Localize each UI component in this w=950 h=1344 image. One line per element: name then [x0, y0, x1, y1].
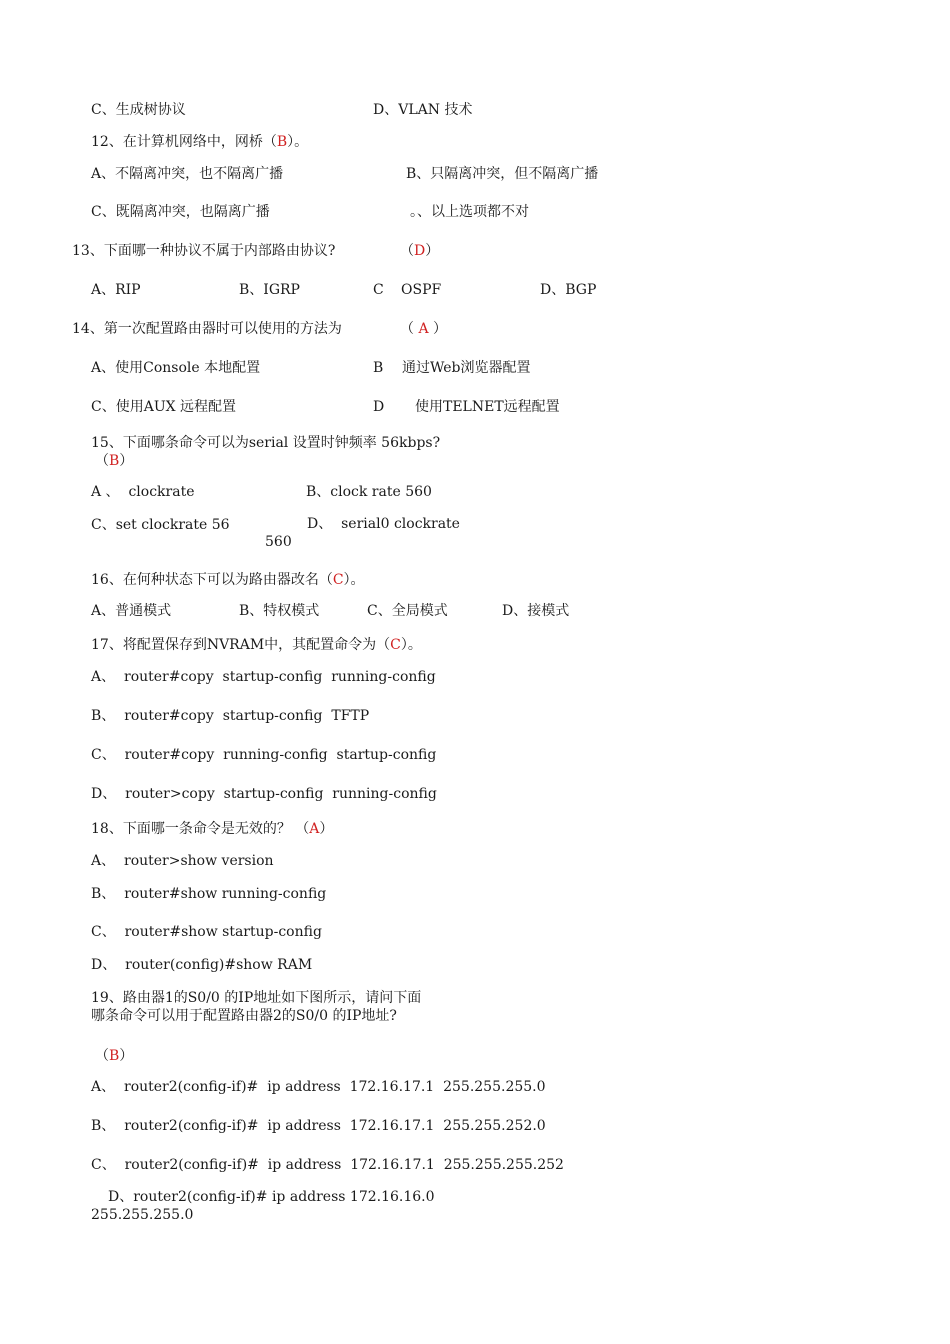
q19-option-c: C、 router2(config-if)# ip address 172.16.17.1 255.255.255.252 — [91, 1157, 564, 1173]
q15-option-c-continued: 560 — [265, 534, 292, 550]
q14-ans-close: ） — [428, 321, 448, 337]
q15-option-c: C、set clockrate 56 — [91, 517, 230, 533]
q18-option-c: C、 router#show startup-config — [91, 924, 322, 940]
q13-option-d: D、BGP — [540, 282, 597, 298]
q16-stem-text: 16、在何种状态下可以为路由器改名（ — [91, 572, 333, 588]
q15-ans-close: ） — [119, 453, 134, 469]
q19-ans-close: ） — [119, 1048, 134, 1064]
q15-ans-open: （ — [95, 453, 109, 469]
q19-answer-group — [95, 1048, 133, 1065]
q14-stem: 14、第一次配置路由器时可以使用的方法为 — [72, 321, 342, 337]
q15-option-d: D、 serial0 clockrate — [307, 516, 460, 532]
q14-option-a: A、使用Console 本地配置 — [91, 360, 261, 376]
q14-option-b-text: 通过Web浏览器配置 — [402, 360, 531, 376]
q17-option-c: C、 router#copy running-config startup-config — [91, 747, 437, 763]
q19-option-d-line2: 255.255.255.0 — [91, 1207, 194, 1223]
q16-answer: C — [332, 572, 344, 588]
q18-stem — [91, 821, 333, 838]
q15-answer: B — [109, 453, 120, 469]
q14-answer-group — [400, 321, 447, 338]
q12-option-c: C、既隔离冲突，也隔离广播 — [91, 204, 270, 220]
q13-ans-open: （ — [400, 243, 414, 259]
q15-answer-group — [95, 453, 133, 470]
q14-option-c: C、使用AUX 远程配置 — [91, 399, 237, 415]
q18-ans-close: ） — [319, 821, 334, 837]
q18-answer: A — [309, 821, 320, 837]
q14-option-d-letter: D — [373, 399, 385, 415]
q18-option-b: B、 router#show running-config — [91, 886, 327, 902]
q11-option-d: D、VLAN 技术 — [373, 102, 473, 118]
q12-option-b: B、只隔离冲突，但不隔离广播 — [406, 166, 599, 182]
q15-option-b: B、clock rate 560 — [306, 484, 432, 500]
q19-option-d-line1: D、router2(config-if)# ip address 172.16.16.0 — [108, 1189, 435, 1205]
q17-stem-text: 17、将配置保存到NVRAM中，其配置命令为（ — [91, 637, 391, 653]
q18-stem-text: 18、下面哪一条命令是无效的？ — [91, 821, 291, 837]
q17-stem — [91, 637, 422, 654]
q19-option-a: A、 router2(config-if)# ip address 172.16.17.1 255.255.255.0 — [91, 1079, 546, 1095]
q13-answer: D — [414, 243, 426, 259]
q12-stem-tail: ）。 — [287, 134, 309, 150]
q16-option-d: D、接模式 — [502, 603, 570, 619]
q13-option-b: B、IGRP — [239, 282, 300, 298]
q14-option-b-letter: B — [373, 360, 384, 376]
q16-option-a: A、普通模式 — [91, 603, 172, 619]
q18-option-a: A、 router>show version — [91, 853, 274, 869]
q12-stem — [91, 134, 308, 151]
q13-answer-group — [400, 243, 439, 260]
q19-option-b: B、 router2(config-if)# ip address 172.16.17.1 255.255.252.0 — [91, 1118, 546, 1134]
q11-option-c: C、生成树协议 — [91, 102, 186, 118]
q16-option-b: B、特权模式 — [239, 603, 320, 619]
q17-option-b: B、 router#copy startup-config TFTP — [91, 708, 370, 724]
q13-ans-close: ） — [425, 243, 440, 259]
q19-stem-line2: 哪条命令可以用于配置路由器2的S0/0 的IP地址? — [91, 1008, 397, 1024]
q16-stem — [91, 572, 365, 589]
q19-answer: B — [109, 1048, 120, 1064]
q16-stem-tail: ）。 — [343, 572, 365, 588]
q14-ans-open: （ — [400, 321, 419, 337]
q18-option-d: D、 router(config)#show RAM — [91, 957, 313, 973]
q13-stem: 13、下面哪一种协议不属于内部路由协议? — [72, 243, 336, 259]
q14-answer: A — [418, 321, 429, 337]
q12-option-a: A、不隔离冲突，也不隔离广播 — [91, 166, 284, 182]
q13-option-c-letter: C — [373, 282, 384, 298]
q19-stem-line1: 19、路由器1的S0/0 的IP地址如下图所示，请问下面 — [91, 990, 422, 1006]
q15-option-a: A 、 clockrate — [91, 484, 195, 500]
q12-option-d: 。、以上选项都不对 — [410, 204, 529, 220]
q17-stem-tail: ）。 — [400, 637, 422, 653]
q16-option-c: C、全局模式 — [367, 603, 448, 619]
q13-option-a: A、RIP — [91, 282, 141, 298]
q17-answer: C — [390, 637, 401, 653]
q12-answer: B — [276, 134, 288, 150]
q12-stem-text: 12、在计算机网络中，网桥（ — [91, 134, 277, 150]
q13-option-c-text: OSPF — [401, 282, 442, 298]
q19-ans-open: （ — [95, 1048, 109, 1064]
q14-option-d-text: 使用TELNET远程配置 — [415, 399, 560, 415]
q17-option-a: A、 router#copy startup-config running-config — [91, 669, 436, 685]
q17-option-d: D、 router>copy startup-config running-config — [91, 786, 437, 802]
q18-ans-open: （ — [295, 821, 310, 837]
q15-stem: 15、下面哪条命令可以为serial 设置时钟频率 56kbps? — [91, 435, 441, 451]
